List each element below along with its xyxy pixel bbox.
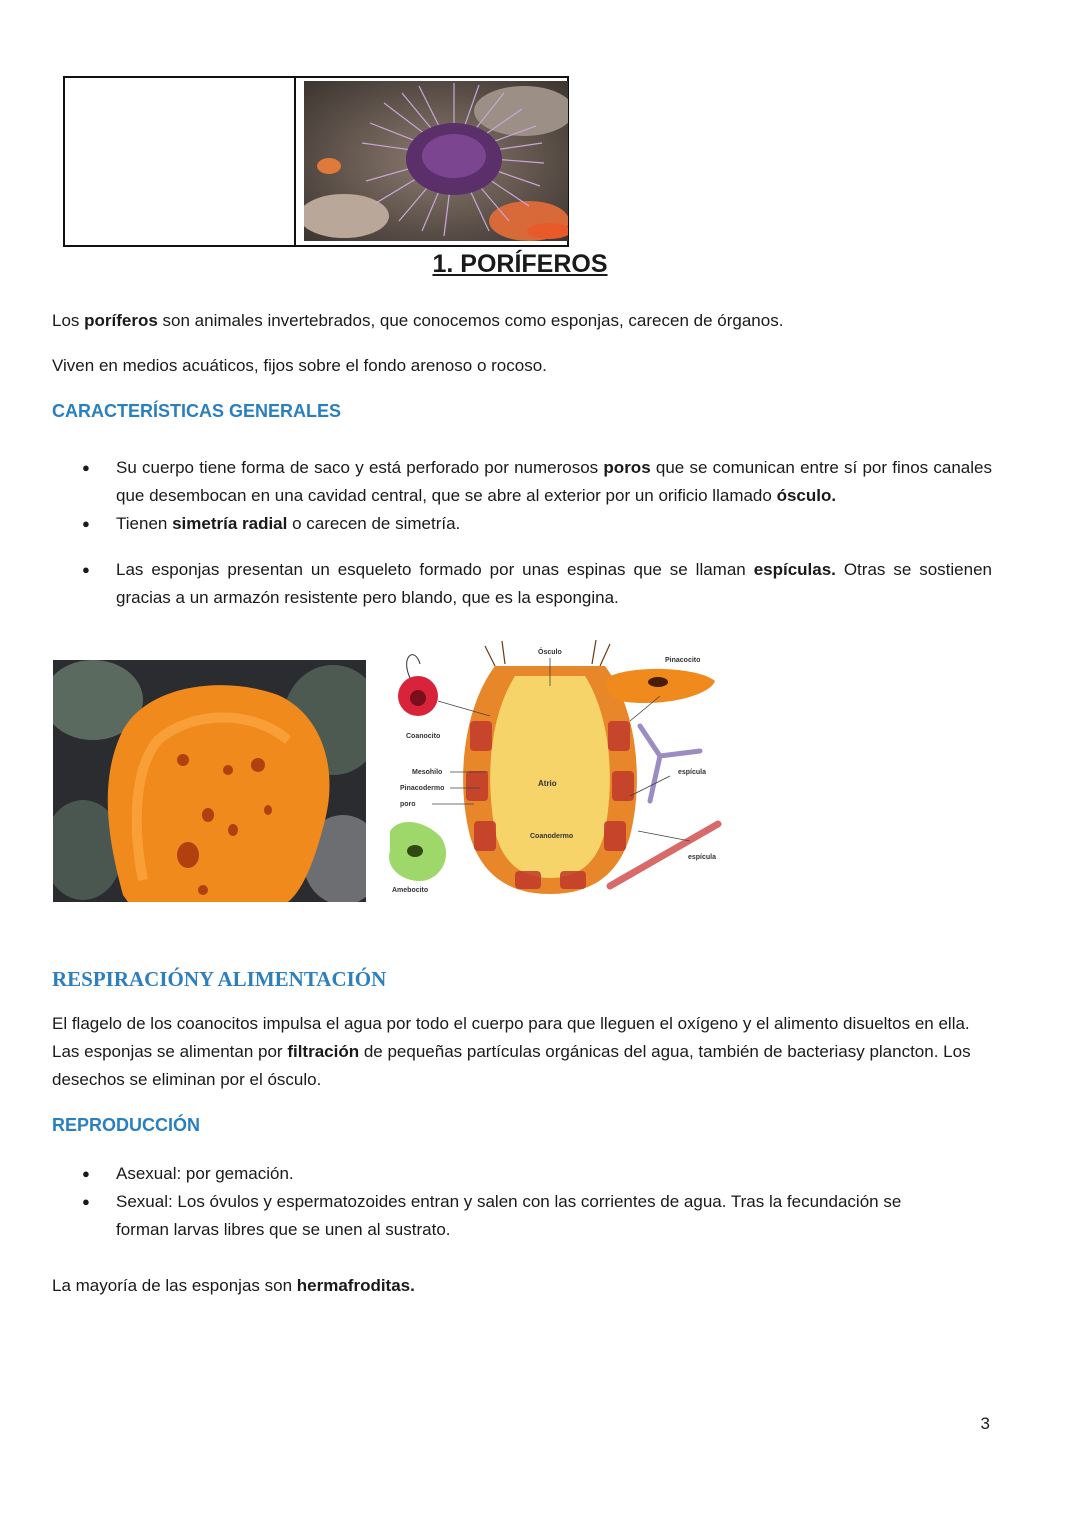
page-title: 1. PORÍFEROS <box>432 250 608 278</box>
label-pinacodermo: Pinacodermo <box>400 785 445 792</box>
list-item: ● Asexual: por gemación. <box>82 1160 952 1188</box>
list-item: ● Las esponjas presentan un esqueleto formado por unas espinas que se llaman espículas. Otras se sostienen gracias a un armazón resistente pero blando, que es la espongina. <box>82 556 992 612</box>
intro-paragraph-1: Los poríferos son animales invertebrados, que conocemos como esponjas, carecen de órganos. <box>52 311 784 330</box>
label-coanodermo: Coanodermo <box>530 833 574 840</box>
label-espicula-1: espícula <box>678 769 707 776</box>
page-number: 3 <box>980 1414 990 1433</box>
intro-paragraph-2: Viven en medios acuáticos, fijos sobre el fondo arenoso o rocoso. <box>52 356 547 375</box>
list-item: ● Sexual: Los óvulos y espermatozoides entran y salen con las corrientes de agua. Tras la fecundación se forman larvas libres que se unen al sustrato. <box>82 1188 952 1244</box>
heading-respiracion: RESPIRACIÓNY ALIMENTACIÓN <box>52 967 387 991</box>
label-pinacocito: Pinacocito <box>665 657 701 664</box>
label-atrio: Atrio <box>538 779 557 788</box>
list-item: ● Su cuerpo tiene forma de saco y está perforado por numerosos poros que se comunican entre sí por finos canales que desembocan en una cavidad central, que se abre al exterior por un orificio llamado ósculo. <box>82 454 992 510</box>
closing-paragraph: La mayoría de las esponjas son hermafroditas. <box>52 1276 415 1295</box>
label-amebocito: Amebocito <box>392 887 429 894</box>
reproduccion-list <box>82 1160 952 1244</box>
list-item: ● Tienen simetría radial o carecen de simetría. <box>82 510 992 538</box>
caracteristicas-list <box>82 454 992 612</box>
label-mesohilo: Mesohilo <box>412 769 443 776</box>
label-espicula-2: espícula <box>688 854 717 861</box>
sponge-anatomy-diagram <box>370 626 734 904</box>
heading-reproduccion: REPRODUCCIÓN <box>52 1115 201 1135</box>
label-coanocito: Coanocito <box>406 733 441 740</box>
respiracion-paragraph: El flagelo de los coanocitos impulsa el agua por todo el cuerpo para que lleguen el oxígeno y el alimento disueltos en ella. Las esponjas se alimentan por filtración de pequeñas partículas orgánicas del agua, también de bacteriasy plancton. Los desechos se eliminan por el ósculo. <box>52 1014 971 1089</box>
table-divider <box>294 78 296 245</box>
heading-caracteristicas: CARACTERÍSTICAS GENERALES <box>52 401 342 421</box>
orange-sponge-photo <box>53 660 366 902</box>
label-osculo: Ósculo <box>538 649 562 656</box>
label-poro: poro <box>400 801 416 808</box>
sea-urchin-photo <box>304 81 568 241</box>
